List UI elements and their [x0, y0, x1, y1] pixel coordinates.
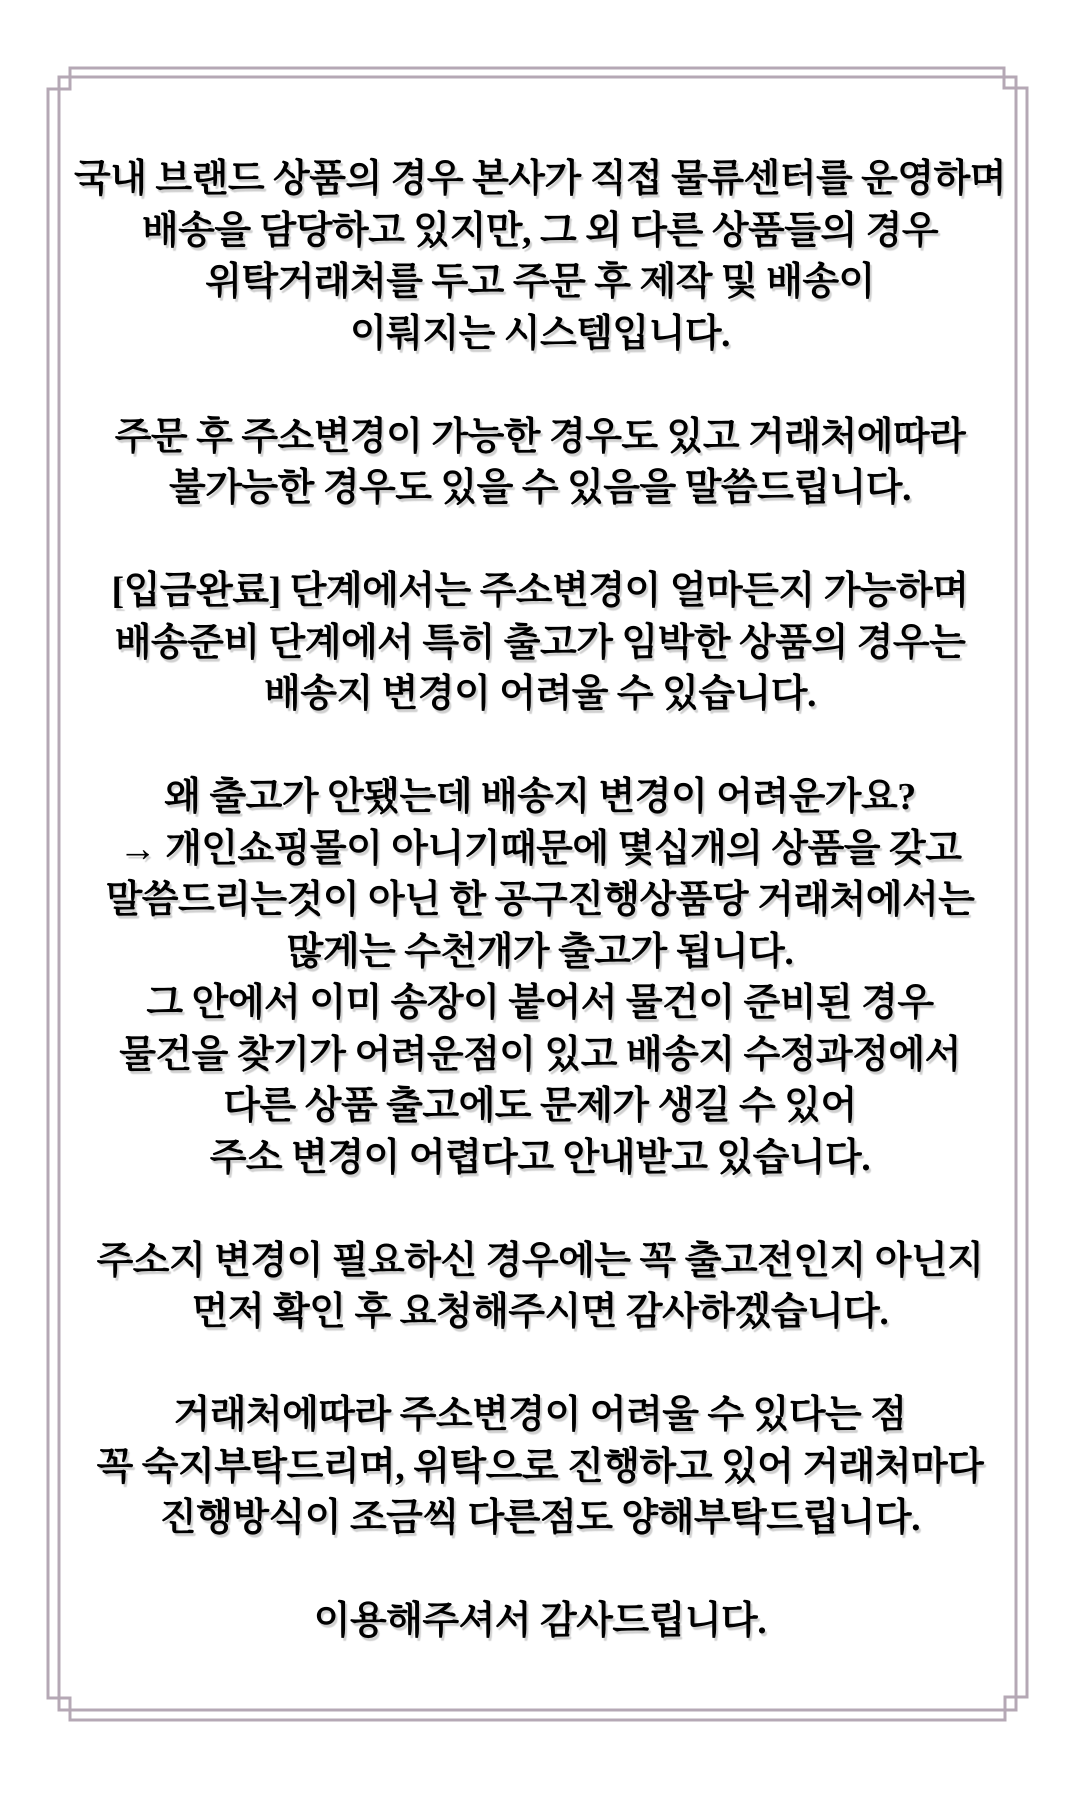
notice-line: 배송을 담당하고 있지만, 그 외 다른 상품들의 경우	[141, 209, 939, 252]
notice-line: 물건을 찾기가 어려운점이 있고 배송지 수정과정에서	[119, 1033, 961, 1076]
notice-paragraph	[70, 1596, 1010, 1648]
notice-body	[70, 154, 1010, 1648]
notice-line: 왜 출고가 안됐는데 배송지 변경이 어려운가요?	[164, 776, 916, 818]
notice-line: 진행방식이 조금씩 다른점도 양해부탁드립니다.	[159, 1497, 921, 1539]
notice-line: 국내 브랜드 상품의 경우 본사가 직접 물류센터를 운영하며	[74, 158, 1006, 200]
notice-line: → 개인쇼핑몰이 아니기때문에 몇십개의 상품을 갖고	[118, 827, 962, 870]
notice-line: 이용해주셔서 감사드립니다.	[313, 1600, 767, 1642]
notice-line: 거래처에따라 주소변경이 어려울 수 있다는 점	[173, 1394, 907, 1436]
notice-line: 주문 후 주소변경이 가능한 경우도 있고 거래처에따라	[114, 415, 966, 458]
notice-line: 다른 상품 출고에도 문제가 생길 수 있어	[223, 1085, 857, 1127]
notice-paragraph	[70, 412, 1010, 515]
notice-line: 그 안에서 이미 송장이 붙어서 물건이 준비된 경우	[146, 982, 934, 1024]
notice-line: 주소 변경이 어렵다고 안내받고 있습니다.	[209, 1136, 871, 1179]
notice-paragraph	[70, 772, 1010, 1184]
notice-line: 배송준비 단계에서 특히 출고가 임박한 상품의 경우는	[114, 621, 966, 664]
notice-line: 먼저 확인 후 요청해주시면 감사하겠습니다.	[191, 1291, 889, 1333]
notice-line: 불가능한 경우도 있을 수 있음을 말씀드립니다.	[169, 467, 911, 509]
notice-paragraph	[70, 1390, 1010, 1545]
notice-line: 이뤄지는 시스템입니다.	[349, 312, 731, 355]
notice-paragraph	[70, 566, 1010, 721]
notice-line: 배송지 변경이 어려울 수 있습니다.	[264, 673, 816, 715]
notice-line: 위탁거래처를 두고 주문 후 제작 및 배송이	[205, 261, 875, 303]
notice-line: 많게는 수천개가 출고가 됩니다.	[286, 930, 794, 973]
notice-line: 주소지 변경이 필요하신 경우에는 꼭 출고전인지 아닌지	[96, 1239, 984, 1282]
notice-paragraph	[70, 154, 1010, 360]
notice-line: [입금완료] 단계에서는 주소변경이 얼마든지 가능하며	[111, 570, 969, 612]
notice-line: 말씀드리는것이 아닌 한 공구진행상품당 거래처에서는	[105, 879, 975, 921]
notice-line: 꼭 숙지부탁드리며, 위탁으로 진행하고 있어 거래처마다	[96, 1445, 984, 1488]
notice-paragraph	[70, 1236, 1010, 1339]
